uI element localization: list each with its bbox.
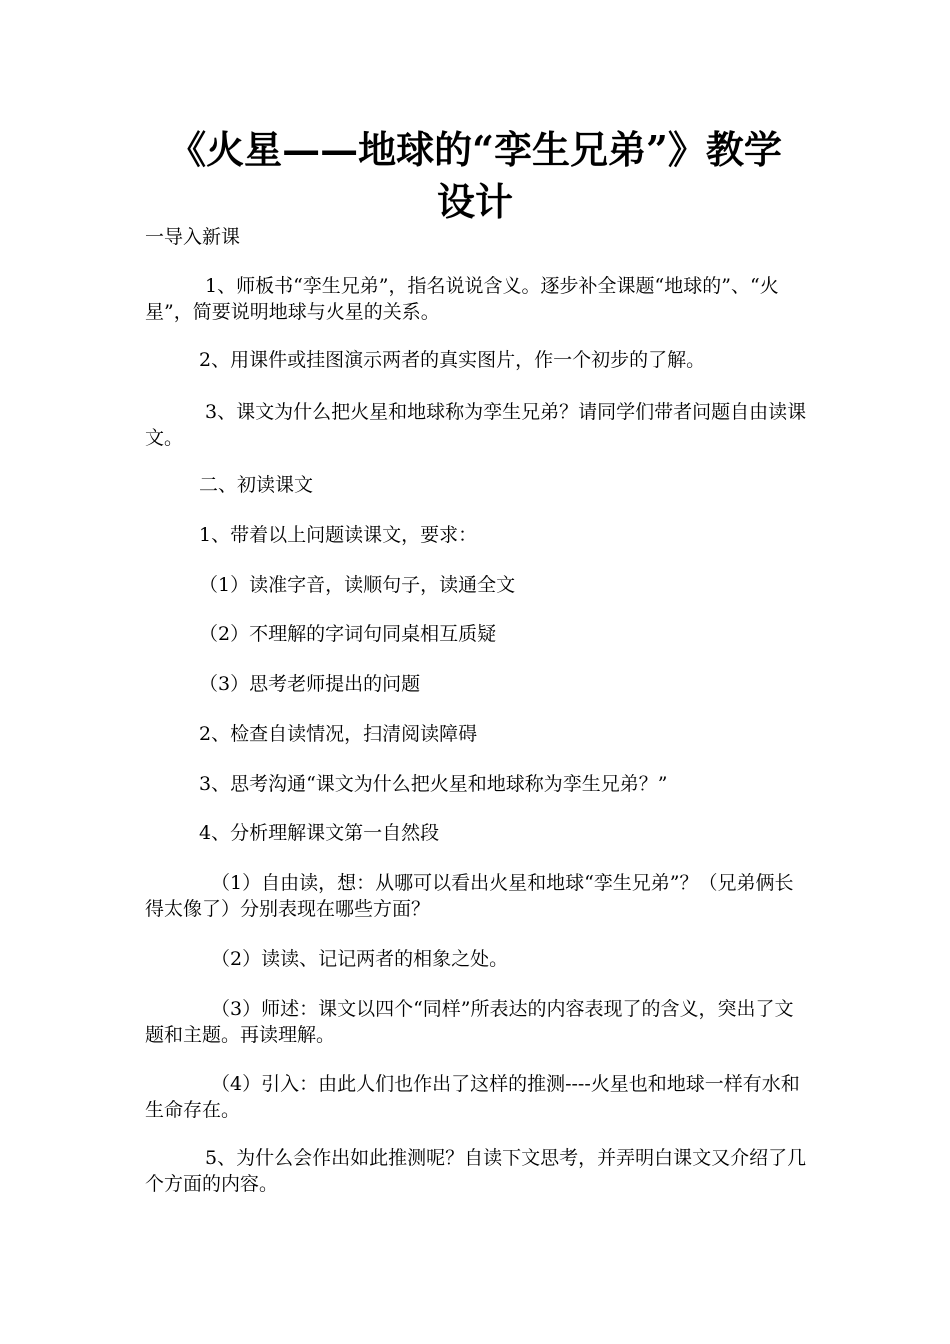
document-title-line-2: 设计: [436, 179, 513, 224]
paragraph: （2）不理解的字词句同桌相互质疑: [199, 623, 497, 645]
paragraph: （1）读准字音，读顺句子，读通全文: [199, 574, 516, 596]
paragraph: 3、课文为什么把火星和地球称为孪生兄弟？请同学们带者问题自由读课文。: [145, 401, 807, 449]
paragraph: 4、分析理解课文第一自然段: [199, 822, 440, 844]
paragraph: 1、带着以上问题读课文，要求：: [199, 524, 478, 546]
paragraph: （1）自由读，想：从哪可以看出火星和地球“孪生兄弟”？（兄弟俩长得太像了）分别表现在哪些方面？: [145, 872, 794, 920]
paragraph: （2）读读、记记两者的相象之处。: [211, 948, 509, 970]
paragraph: （3）师述：课文以四个“同样”所表达的内容表现了的含义，突出了文题和主题。再读理解。: [145, 998, 794, 1046]
section-heading-first-reading: 二、初读课文: [199, 474, 314, 496]
paragraph: （3）思考老师提出的问题: [199, 673, 421, 695]
document-title-line-1: 《火星——地球的“孪生兄弟”》教学: [168, 127, 782, 172]
paragraph: 2、检查自读情况，扫清阅读障碍: [199, 723, 478, 745]
paragraph: 3、思考沟通“课文为什么把火星和地球称为孪生兄弟？”: [199, 773, 668, 795]
section-heading-intro: 一导入新课: [145, 226, 241, 248]
paragraph: 5、为什么会作出如此推测呢？自读下文思考，并弄明白课文又介绍了几个方面的内容。: [145, 1147, 807, 1195]
paragraph: 1、师板书“孪生兄弟”，指名说说含义。逐步补全课题“地球的”、“火星”，简要说明地球与火星的关系。: [145, 275, 779, 323]
paragraph: 2、用课件或挂图演示两者的真实图片，作一个初步的了解。: [199, 349, 706, 371]
paragraph: （4）引入：由此人们也作出了这样的推测----火星也和地球一样有水和生命存在。: [145, 1073, 800, 1121]
